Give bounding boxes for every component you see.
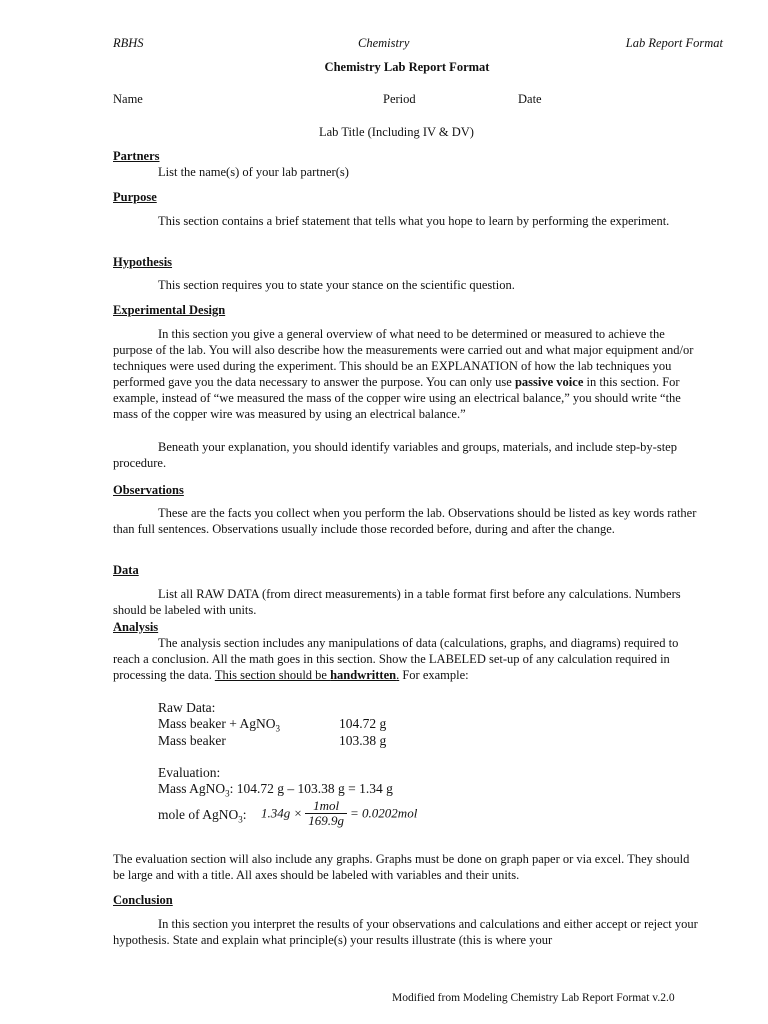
mole-equation (261, 799, 417, 828)
evaluation-label: Evaluation: (158, 765, 221, 780)
mole-label-a: mole of AgNO (158, 807, 239, 822)
mole-label-sub: 3 (238, 814, 243, 825)
analysis-handwritten-note (215, 668, 399, 682)
raw-data-label: Raw Data: (158, 700, 216, 715)
hypothesis-heading: Hypothesis (113, 255, 173, 269)
conclusion-text: In this section you interpret the results of your observations and calculations and either accept or reject your hypothesis. State and explain what principle(s) your results illustrate (this is where your (113, 917, 698, 947)
hypothesis-text: This section requires you to state your stance on the scientific question. (158, 278, 515, 292)
analysis-text-b: For example: (399, 668, 469, 682)
raw-row-1-value: 104.72 g (339, 716, 387, 731)
header-right: Lab Report Format (625, 36, 723, 50)
raw-row-2-value: 103.38 g (339, 733, 387, 748)
conclusion-heading: Conclusion (113, 893, 173, 907)
analysis-text-a: The analysis section includes any manipulations of data (calculations, graphs, and diagrams) required to reach a conclusion. All the math goes in this section. Show the LABELED set-up of any calculation required in processing the data. (113, 636, 679, 682)
observations-heading: Observations (113, 483, 184, 497)
equation-numerator: 1mol (305, 799, 347, 814)
analysis-heading: Analysis (113, 620, 159, 634)
eval-mass-a: Mass AgNO (158, 781, 226, 796)
observations-paragraph (113, 505, 703, 537)
design-heading: Experimental Design (113, 303, 226, 317)
eval-mass-b: : 104.72 g – 103.38 g = 1.34 g (229, 781, 393, 796)
partners-heading: Partners (113, 149, 160, 163)
equation-left: 1.34g × (261, 805, 303, 821)
page-footer: Modified from Modeling Chemistry Lab Report Format v.2.0 (392, 992, 675, 1004)
design-text-b: in this section. For example, instead of “we measured the mass of the copper wire using an electrical balance,” you should write “the mass of the copper wire was measured by using an electrical balance.” (113, 375, 681, 421)
page-title: Chemistry Lab Report Format (324, 60, 490, 74)
analysis-paragraph (113, 635, 703, 683)
eval-mass-sub: 3 (225, 788, 230, 799)
period-field-label: Period (383, 92, 416, 106)
analysis-note-a: This section should be (214, 668, 331, 682)
partners-text: List the name(s) of your lab partner(s) (158, 165, 349, 179)
observations-text: These are the facts you collect when you perform the lab. Observations should be listed as key words rather than full sentences. Observations usually include those recorded before, during and after the change. (113, 506, 697, 536)
data-heading: Data (113, 563, 139, 577)
design-text-a: In this section you give a general overview of what need to be determined or measured to achieve the purpose of the lab. You will also describe how the measurements were carried out and what major equipment and/or techniques were used during the experiment. This should be an EXPLANATION of how the lab techniques you performed gave you the data necessary to answer the purpose. You can only use (113, 327, 694, 389)
design-paragraph-1 (113, 326, 703, 422)
purpose-text: This section contains a brief statement that tells what you hope to learn by performing the experiment. (158, 214, 670, 228)
mole-label (158, 807, 247, 828)
mole-label-b: : (242, 807, 247, 822)
data-paragraph (113, 586, 703, 618)
raw-row-1-sub: 3 (275, 723, 280, 734)
analysis-graphs-paragraph: The evaluation section will also include any graphs. Graphs must be done on graph paper or via excel. They should be large and with a title. All axes should be labeled with variables and their units. (113, 852, 690, 882)
analysis-note-b: . (396, 668, 400, 682)
data-text: List all RAW DATA (from direct measurements) in a table format first before any calculations. Numbers should be labeled with units. (113, 587, 681, 617)
raw-row-2-label: Mass beaker (158, 733, 226, 748)
analysis-note-bold: handwritten (330, 668, 397, 682)
design-text-2: Beneath your explanation, you should identify variables and groups, materials, and include step-by-step procedure. (113, 440, 677, 470)
header-left: RBHS (113, 36, 144, 50)
date-field-label: Date (518, 92, 542, 106)
purpose-heading: Purpose (113, 190, 157, 204)
lab-title-line: Lab Title (Including IV & DV) (319, 125, 474, 139)
purpose-paragraph (113, 213, 703, 229)
design-text-bold: passive voice (514, 375, 584, 389)
design-paragraph-2 (113, 439, 703, 471)
conclusion-paragraph (113, 916, 703, 948)
header-center: Chemistry (358, 36, 410, 50)
equation-denominator: 169.9g (308, 813, 345, 828)
equation-fraction (305, 799, 347, 828)
equation-right: = 0.0202mol (350, 805, 418, 821)
name-field-label: Name (113, 92, 143, 106)
raw-row-1-text: Mass beaker + AgNO (158, 716, 276, 731)
